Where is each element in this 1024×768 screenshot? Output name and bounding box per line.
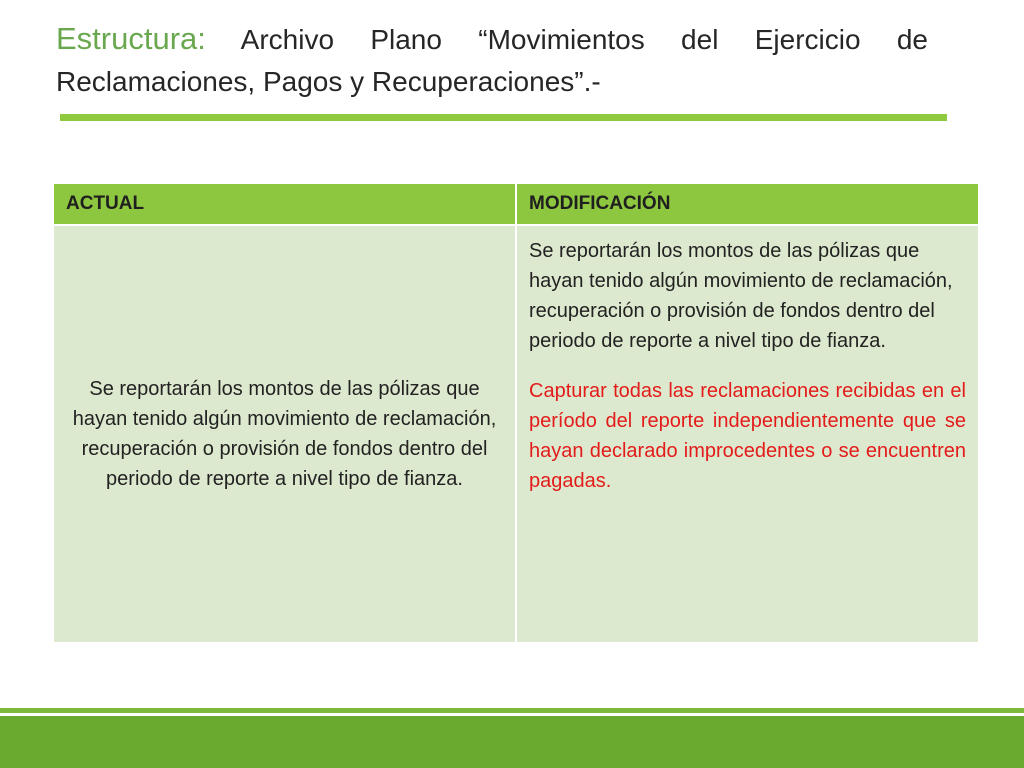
cell-actual: Se reportarán los montos de las pólizas que hayan tenido algún movimiento de reclamación, recuperación o provisión de fondos dentro del periodo de reporte a nivel tipo de fianza. (53, 225, 516, 643)
header-actual: ACTUAL (53, 183, 516, 225)
table-header-row (53, 183, 979, 225)
slide-title (56, 18, 928, 103)
cell-modification (516, 225, 979, 643)
title-underline (60, 114, 947, 121)
comparison-table (52, 182, 980, 644)
title-accent: Estructura: (56, 21, 206, 56)
footer-band (0, 716, 1024, 768)
header-modification: MODIFICACIÓN (516, 183, 979, 225)
modification-text: Se reportarán los montos de las pólizas que hayan tenido algún movimiento de reclamación, recuperación o provisión de fondos dentro del periodo de reporte a nivel tipo de fianza. (529, 240, 953, 352)
modification-note: Capturar todas las reclamaciones recibidas en el período del reporte independientemente que se hayan declarado improcedentes o se encuentren pagadas. (529, 380, 966, 492)
title-text: Archivo Plano “Movimientos del Ejercicio de Reclamaciones, Pagos y Recuperaciones”.- (56, 24, 928, 97)
footer-line (0, 708, 1024, 713)
table-row (53, 225, 979, 643)
